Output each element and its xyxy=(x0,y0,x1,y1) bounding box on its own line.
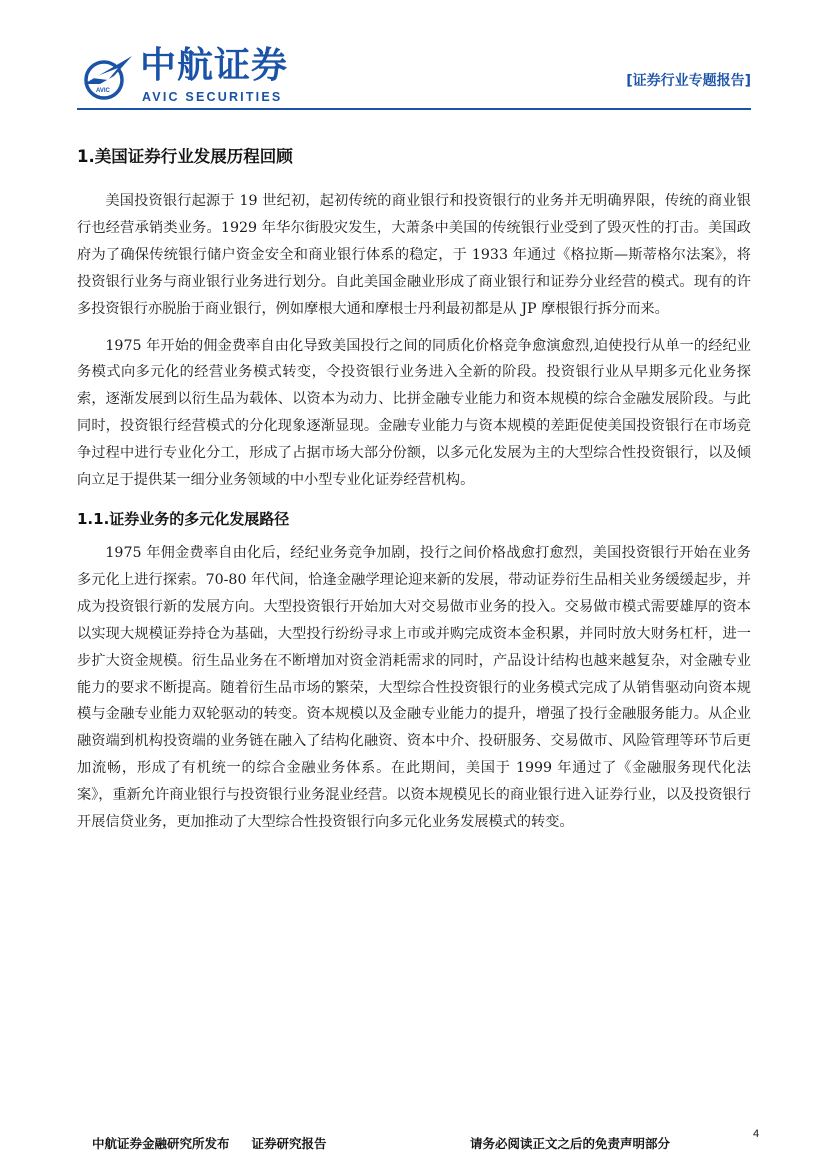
page-header xyxy=(0,0,827,118)
footer-publisher-block xyxy=(92,1134,327,1152)
page-number: 4 xyxy=(753,1128,760,1140)
footer-disclaimer[interactable]: 请务必阅读正文之后的免责声明部分 xyxy=(470,1136,671,1151)
section-1-heading: 1.美国证券行业发展历程回顾 xyxy=(77,147,293,166)
avic-plane-logo-icon xyxy=(78,54,134,100)
header-divider xyxy=(77,108,751,110)
section-1-1-heading: 1.1.证券业务的多元化发展路径 xyxy=(77,509,290,528)
section-1-paragraph: 美国投资银行起源于 19 世纪初，起初传统的商业银行和投资银行的业务并无明确界限，传统的商业银行也经营承销类业务。1929 年华尔街股灾发生，大萧条中美国的传统银行业受到了毁灭性的打击。美国政府为了确保传统银行储户资金安全和商业银行体系的稳定，于 1933 年通过《格拉斯—斯蒂格尔法案》，将投资银行业务与商业银行业务进行划分。自此美国金融业形成了商业银行和证券分业经营的模式。现有的许多投资银行亦脱胎于商业银行，例如摩根大通和摩根士丹利最初都是从 JP 摩根银行拆分而来。 xyxy=(77,193,751,317)
section-1-paragraph: 1975 年开始的佣金费率自由化导致美国投行之间的同质化价格竞争愈演愈烈,迫使投行从单一的经纪业务模式向多元化的经营业务模式转变，令投资银行业务进入全新的阶段。投资银行业从早期多元化业务探索，逐渐发展到以衍生品为载体、以资本为动力、比拼金融专业能力和资本规模的综合金融发展阶段。与此同时，投资银行经营模式的分化现象逐渐显现。金融专业能力与资本规模的差距促使美国投资银行在市场竞争过程中进行专业化分工，形成了占据市场大部分份额，以多元化发展为主的大型综合性投资银行，以及倾向立足于提供某一细分业务领域的中小型专业化证券经营机构。 xyxy=(77,337,751,489)
footer-report-label: 证券研究报告 xyxy=(251,1136,327,1151)
footer-publisher: 中航证券金融研究所发布 xyxy=(92,1136,230,1151)
logo-chinese-name: 中航证券 xyxy=(140,45,289,86)
logo-badge-text: AVIC xyxy=(96,88,110,94)
main-content xyxy=(77,140,751,846)
company-logo[interactable] xyxy=(78,45,298,108)
report-type-label: [证券行业专题报告] xyxy=(626,73,751,89)
section-1-1-paragraph: 1975 年佣金费率自由化后，经纪业务竞争加剧，投行之间价格战愈打愈烈，美国投资银行开始在业务多元化上进行探索。70-80 年代间，恰逢金融学理论迎来新的发展，带动证券衍生品相关业务缓缓起步，并成为投资银行新的发展方向。大型投资银行开始加大对交易做市业务的投入。交易做市模式需要雄厚的资本以实现大规模证券持仓为基础，大型投行纷纷寻求上市或并购完成资本金积累，并同时放大财务杠杆，进一步扩大资金规模。衍生品业务在不断增加对资金消耗需求的同时，产品设计结构也越来越复杂，对金融专业能力的要求不断提高。随着衍生品市场的繁荣，大型综合性投资银行的业务模式完成了从销售驱动向资本规模与金融专业能力双轮驱动的转变。资本规模以及金融专业能力的提升，增强了投行金融服务能力。从企业融资端到机构投资端的业务链在融入了结构化融资、资本中介、投研服务、交易做市、风险管理等环节后更加流畅，形成了有机统一的综合金融业务体系。在此期间，美国于 1999 年通过了《金融服务现代化法案》，重新允许商业银行与投资银行业务混业经营。以资本规模见长的商业银行进入证券行业，以及投资银行开展信贷业务，更加推动了大型综合性投资银行向多元化业务发展模式的转变。 xyxy=(77,544,751,831)
logo-english-name: AVIC SECURITIES xyxy=(142,90,283,104)
page-footer xyxy=(0,1126,827,1156)
